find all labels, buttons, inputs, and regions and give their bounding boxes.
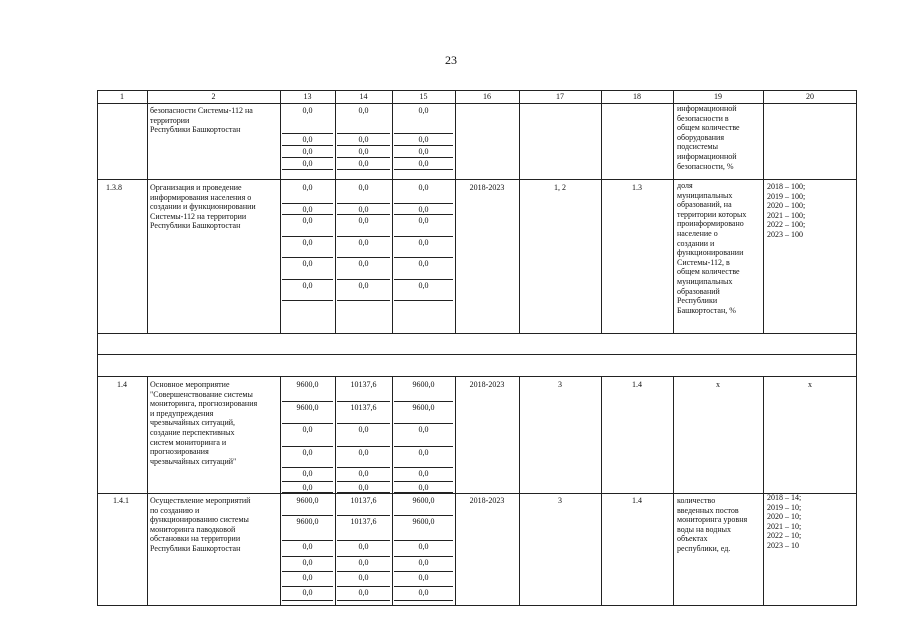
finance-subcell-rule [337, 157, 390, 158]
row-1.3.8-period: 2018-2023 [469, 183, 505, 192]
finance-subcell-rule [337, 600, 390, 601]
finance-subcell-rule [337, 492, 390, 493]
finance-value: 0,0 [358, 147, 369, 156]
header-col-13: 13 [303, 92, 312, 101]
finance-subcell-rule [282, 401, 333, 402]
column-rule [673, 90, 674, 333]
finance-subcell-rule [282, 467, 333, 468]
finance-subcell-rule [394, 401, 453, 402]
finance-subcell-rule [337, 203, 390, 204]
finance-subcell-rule [337, 540, 390, 541]
finance-subcell-rule [282, 203, 333, 204]
finance-subcell-rule [394, 467, 453, 468]
finance-value: 0,0 [358, 281, 369, 290]
finance-value: 0,0 [302, 106, 313, 115]
finance-value: 0,0 [418, 483, 429, 492]
finance-value: 0,0 [358, 558, 369, 567]
header-bottom-rule [97, 103, 857, 104]
finance-value: 0,0 [302, 542, 313, 551]
finance-value: 0,0 [418, 183, 429, 192]
finance-subcell-rule [282, 300, 333, 301]
column-rule [455, 90, 456, 333]
section-gap-top-rule [97, 333, 857, 334]
finance-subcell-rule [337, 169, 390, 170]
finance-value: 0,0 [358, 159, 369, 168]
row-1.4-number: 1.4 [117, 380, 127, 389]
cont-col19: информационной безопасности в общем количестве оборудования подсистемы информационной безопасности, % [677, 104, 740, 171]
header-col-15: 15 [419, 92, 428, 101]
row-1.4.1-top-rule [97, 493, 857, 494]
finance-value: 9600,0 [296, 380, 319, 389]
finance-subcell-rule [394, 300, 453, 301]
column-rule [763, 376, 764, 606]
finance-subcell-rule [337, 571, 390, 572]
row-1.3.8-col18: 1.3 [632, 183, 642, 192]
finance-value: 0,0 [302, 216, 313, 225]
finance-subcell-rule [394, 157, 453, 158]
header-col-2: 2 [211, 92, 216, 101]
finance-value: 0,0 [418, 238, 429, 247]
finance-value: 9600,0 [296, 517, 319, 526]
column-rule [763, 90, 764, 333]
finance-value: 9600,0 [296, 403, 319, 412]
finance-subcell-rule [337, 446, 390, 447]
finance-subcell-rule [337, 133, 390, 134]
finance-subcell-rule [394, 481, 453, 482]
row-1.4-col17: 3 [558, 380, 562, 389]
finance-value: 0,0 [358, 588, 369, 597]
finance-value: 0,0 [418, 259, 429, 268]
finance-subcell-rule [394, 556, 453, 557]
finance-value: 0,0 [302, 159, 313, 168]
header-col-1: 1 [120, 92, 124, 101]
header-col-20: 20 [806, 92, 814, 101]
column-rule [519, 90, 520, 333]
finance-value: 0,0 [418, 558, 429, 567]
row-1.3.8-name: Организация и проведение информирования населения о создании и функционировании Системы-112 на территории Республики Башкортостан [150, 183, 256, 231]
finance-value: 0,0 [418, 216, 429, 225]
column-rule [147, 376, 148, 606]
finance-subcell-rule [394, 169, 453, 170]
finance-value: 0,0 [302, 469, 313, 478]
finance-value: 0,0 [418, 425, 429, 434]
finance-value: 0,0 [418, 205, 429, 214]
finance-value: 0,0 [302, 135, 313, 144]
finance-value: 0,0 [302, 259, 313, 268]
finance-subcell-rule [337, 556, 390, 557]
row-1.4.1-name: Осуществление мероприятий по созданию и функционированию системы мониторинга паводковой обстановки на территории Республики Башкортостан [150, 496, 251, 553]
finance-value: 10137,6 [350, 403, 377, 412]
row-1.4.1-number: 1.4.1 [113, 496, 129, 505]
finance-value: 0,0 [302, 558, 313, 567]
row-1.4-top-rule [97, 376, 857, 377]
finance-subcell-rule [337, 515, 390, 516]
finance-subcell-rule [282, 540, 333, 541]
finance-subcell-rule [394, 279, 453, 280]
finance-subcell-rule [394, 540, 453, 541]
header-col-17: 17 [556, 92, 564, 101]
row-1.4-col18: 1.4 [632, 380, 642, 389]
row-1.4-col20: x [808, 380, 812, 389]
column-rule [601, 90, 602, 333]
finance-value: 0,0 [418, 147, 429, 156]
finance-subcell-rule [337, 423, 390, 424]
finance-subcell-rule [282, 169, 333, 170]
finance-subcell-rule [282, 214, 333, 215]
finance-subcell-rule [282, 492, 333, 493]
finance-subcell-rule [337, 586, 390, 587]
finance-subcell-rule [282, 600, 333, 601]
finance-subcell-rule [337, 145, 390, 146]
finance-value: 0,0 [358, 425, 369, 434]
finance-value: 0,0 [358, 259, 369, 268]
finance-subcell-rule [394, 571, 453, 572]
column-rule [519, 376, 520, 606]
finance-value: 0,0 [358, 542, 369, 551]
finance-subcell-rule [394, 236, 453, 237]
finance-subcell-rule [282, 446, 333, 447]
finance-value: 0,0 [302, 205, 313, 214]
finance-subcell-rule [394, 133, 453, 134]
finance-value: 10137,6 [350, 380, 377, 389]
finance-subcell-rule [282, 133, 333, 134]
finance-value: 0,0 [418, 106, 429, 115]
finance-subcell-rule [282, 515, 333, 516]
column-rule [455, 376, 456, 606]
finance-value: 0,0 [418, 135, 429, 144]
finance-subcell-rule [282, 423, 333, 424]
finance-subcell-rule [282, 236, 333, 237]
finance-value: 0,0 [302, 425, 313, 434]
finance-value: 0,0 [358, 469, 369, 478]
finance-subcell-rule [394, 203, 453, 204]
finance-value: 0,0 [302, 183, 313, 192]
finance-subcell-rule [394, 446, 453, 447]
finance-value: 0,0 [302, 147, 313, 156]
finance-value: 0,0 [418, 573, 429, 582]
finance-value: 0,0 [302, 483, 313, 492]
row-1.3.8-targets: 2018 – 100; 2019 – 100; 2020 – 100; 2021 – 100; 2022 – 100; 2023 – 100 [767, 182, 806, 239]
finance-value: 0,0 [358, 573, 369, 582]
page-number: 23 [445, 53, 457, 67]
row-1.4.1-col17: 3 [558, 496, 562, 505]
finance-subcell-rule [337, 236, 390, 237]
finance-value: 0,0 [302, 448, 313, 457]
header-col-19: 19 [714, 92, 722, 101]
row-1.3.8-top-rule [97, 179, 857, 180]
finance-subcell-rule [282, 556, 333, 557]
finance-value: 0,0 [358, 448, 369, 457]
finance-subcell-rule [394, 423, 453, 424]
finance-subcell-rule [337, 481, 390, 482]
finance-subcell-rule [394, 257, 453, 258]
finance-value: 9600,0 [412, 496, 435, 505]
header-col-14: 14 [359, 92, 368, 101]
row-1.3.8-indicator: доля муниципальных образований, на территории которых проинформировано население о создании и функционировании Системы-112, в общем количестве муниципальных образований Республики Башкортостан, % [677, 181, 747, 315]
finance-value: 0,0 [302, 588, 313, 597]
column-rule [601, 376, 602, 606]
finance-subcell-rule [394, 214, 453, 215]
finance-value: 0,0 [418, 159, 429, 168]
finance-value: 9600,0 [296, 496, 319, 505]
finance-subcell-rule [337, 467, 390, 468]
section-gap-mid-rule [97, 354, 857, 355]
finance-subcell-rule [282, 481, 333, 482]
finance-subcell-rule [337, 300, 390, 301]
row-1.4.1-col18: 1.4 [632, 496, 642, 505]
finance-value: 9600,0 [412, 403, 435, 412]
row-1.4-name: Основное мероприятие "Совершенствование системы мониторинга, прогнозирования и предупреждения чрезвычайных ситуаций, создание перспективных систем мониторинга и прогнозирования чрезвычайных ситуаций" [150, 380, 258, 466]
finance-subcell-rule [337, 401, 390, 402]
finance-subcell-rule [282, 145, 333, 146]
row-1.4-period: 2018-2023 [469, 380, 505, 389]
column-rule [147, 90, 148, 333]
finance-value: 0,0 [302, 573, 313, 582]
finance-value: 0,0 [418, 281, 429, 290]
finance-value: 0,0 [418, 588, 429, 597]
row-1.3.8-number: 1.3.8 [106, 183, 122, 192]
finance-subcell-rule [337, 257, 390, 258]
finance-subcell-rule [394, 515, 453, 516]
row-1.4.1-targets: 2018 – 14; 2019 – 10; 2020 – 10; 2021 – 10; 2022 – 10; 2023 – 10 [767, 493, 802, 550]
finance-value: 0,0 [418, 448, 429, 457]
finance-value: 9600,0 [412, 517, 435, 526]
row-1.4.1-period: 2018-2023 [469, 496, 505, 505]
header-col-18: 18 [633, 92, 641, 101]
finance-value: 0,0 [358, 483, 369, 492]
finance-subcell-rule [282, 571, 333, 572]
finance-value: 9600,0 [412, 380, 435, 389]
finance-value: 10137,6 [350, 496, 377, 505]
finance-value: 0,0 [418, 542, 429, 551]
cont-name: безопасности Системы-112 на территории Республики Башкортостан [150, 106, 253, 135]
finance-value: 0,0 [302, 281, 313, 290]
column-rule [673, 376, 674, 606]
finance-subcell-rule [394, 600, 453, 601]
finance-value: 0,0 [358, 183, 369, 192]
row-1.3.8-col17: 1, 2 [554, 183, 566, 192]
finance-subcell-rule [282, 279, 333, 280]
finance-value: 0,0 [358, 135, 369, 144]
row-1.4-col19: x [716, 380, 720, 389]
finance-value: 10137,6 [350, 517, 377, 526]
finance-subcell-rule [282, 586, 333, 587]
header-col-16: 16 [483, 92, 491, 101]
row-1.4.1-indicator: количество введенных постов мониторинга уровня воды на водных объектах республики, ед. [677, 496, 748, 553]
finance-subcell-rule [282, 157, 333, 158]
finance-value: 0,0 [358, 106, 369, 115]
finance-subcell-rule [394, 492, 453, 493]
finance-subcell-rule [282, 257, 333, 258]
finance-subcell-rule [394, 145, 453, 146]
finance-value: 0,0 [302, 238, 313, 247]
finance-value: 0,0 [358, 238, 369, 247]
finance-value: 0,0 [358, 216, 369, 225]
finance-value: 0,0 [358, 205, 369, 214]
finance-subcell-rule [337, 279, 390, 280]
finance-subcell-rule [394, 586, 453, 587]
finance-subcell-rule [337, 214, 390, 215]
finance-value: 0,0 [418, 469, 429, 478]
